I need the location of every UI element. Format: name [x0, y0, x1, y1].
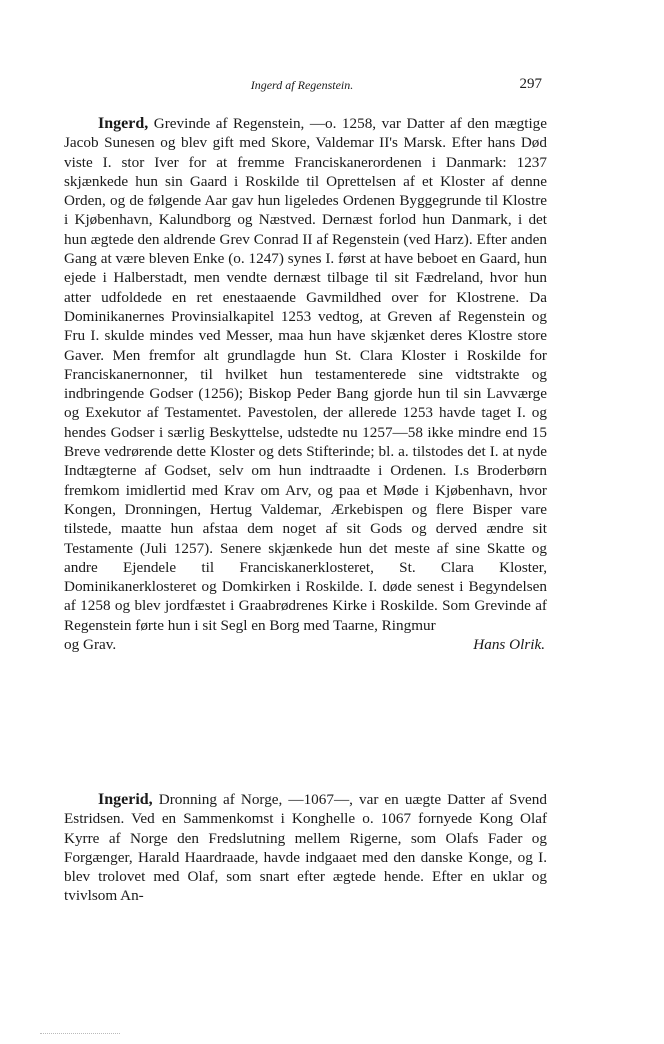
entry-ingerid: [64, 790, 547, 906]
headword: Ingerid,: [98, 791, 153, 808]
entry-ingerd: [64, 114, 547, 654]
running-head: Ingerd af Regenstein.: [250, 78, 354, 92]
author-signature: Hans Olrik.: [473, 636, 545, 654]
entry-body: Grevinde af Regenstein, —o. 1258, var Datter af den mægtige Jacob Sunesen og blev gift med Skore, Valdemar II's Marsk. Efter hans Død viste I. stor Iver for at fremme Franciskanerordenen i Danmark: 1237 skjænkede hun sin Gaard i Roskilde til Oprettelsen af et Kloster af denne Orden, og de følgende Aar gav hun ligeledes Ordenen Byggegrunde til Klostre i Kjøbenhavn, Kalundborg og Næstved. Dernæst forlod hun Danmark, i det hun ægtede den aldrende Grev Conrad II af Regenstein (ved Harz). Efter anden Gang at være bleven Enke (o. 1247) synes I. først at have beboet en Gaard, hun ejede i Halberstadt, men vendte dernæst tilbage til sit Fædreland, hvor hun atter udfoldede en ret enestaaende Gavmildhed over for Klostrene. Da Dominikanernes Provinsialkapitel 1253 vedtog, at Greven af Regenstein og Fru I. skulde mindes ved Messer, maa hun have skjænket deres Klostre store Gaver. Men fremfor alt grundlagde hun St. Clara Kloster i Roskilde for Franciskanernonner, til hvilket hun testamenterede sine vidtstrakte og indbringende Godser (1256); Biskop Peder Bang gjorde hun til sin Lavværge og Exekutor af Testamentet. Pavestolen, der allerede 1253 havde taget I. og hendes Godser i særlig Beskyttelse, udstedte nu 1257—58 ikke mindre end 15 Breve vedrørende dette Kloster og dets Stifterinde; bl. a. tilstodes det I. at nyde Indtægterne af Godset, selv om hun indtraadte i Ordenen. I.s Broderbørn fremkom imidlertid med Krav om Arv, og paa et Møde i Kjøbenhavn, hvor Kongen, Dronningen, Hertug Valdemar, Ærkebispen og flere Bisper vare tilstede, maatte hun afstaa dem noget af sit Gods og derved ændre sit Testamente (Juli 1257). Senere skjænkede hun det meste af sine Skatte og andre Ejendele til Franciskanerklosteret, St. Clara Kloster, Dominikanerklosteret og Domkirken i Roskilde. I. døde senest i Begyndelsen af 1258 og blev jordfæstet i Graabrødrenes Kirke i Roskilde. Som Grevinde af Regenstein førte hun i sit Segl en Borg med Taarne, Ringmur: [64, 115, 547, 634]
page-number: 297: [519, 76, 542, 92]
footer-divider: [40, 1031, 120, 1034]
entry-body: Dronning af Norge, —1067—, var en uægte Datter af Svend Estridsen. Ved en Sammenkomst i Konghelle o. 1067 fornyede Kong Olaf Kyrre af Norge den Fredslutning mellem Rigerne, som Olafs Fader og Forgænger, Harald Haardraade, havde indgaaet med den danske Konge, og I. blev trolovet med Olaf, som snart efter ægtede hende. Efter en uklar og tvivlsom An-: [64, 791, 547, 905]
page-header: [0, 74, 664, 96]
entry-paragraph: [64, 790, 547, 906]
entry-paragraph: [64, 114, 547, 635]
entry-last-line: og Grav.: [64, 636, 117, 654]
headword: Ingerd,: [98, 115, 149, 132]
signature-line: [64, 635, 547, 654]
